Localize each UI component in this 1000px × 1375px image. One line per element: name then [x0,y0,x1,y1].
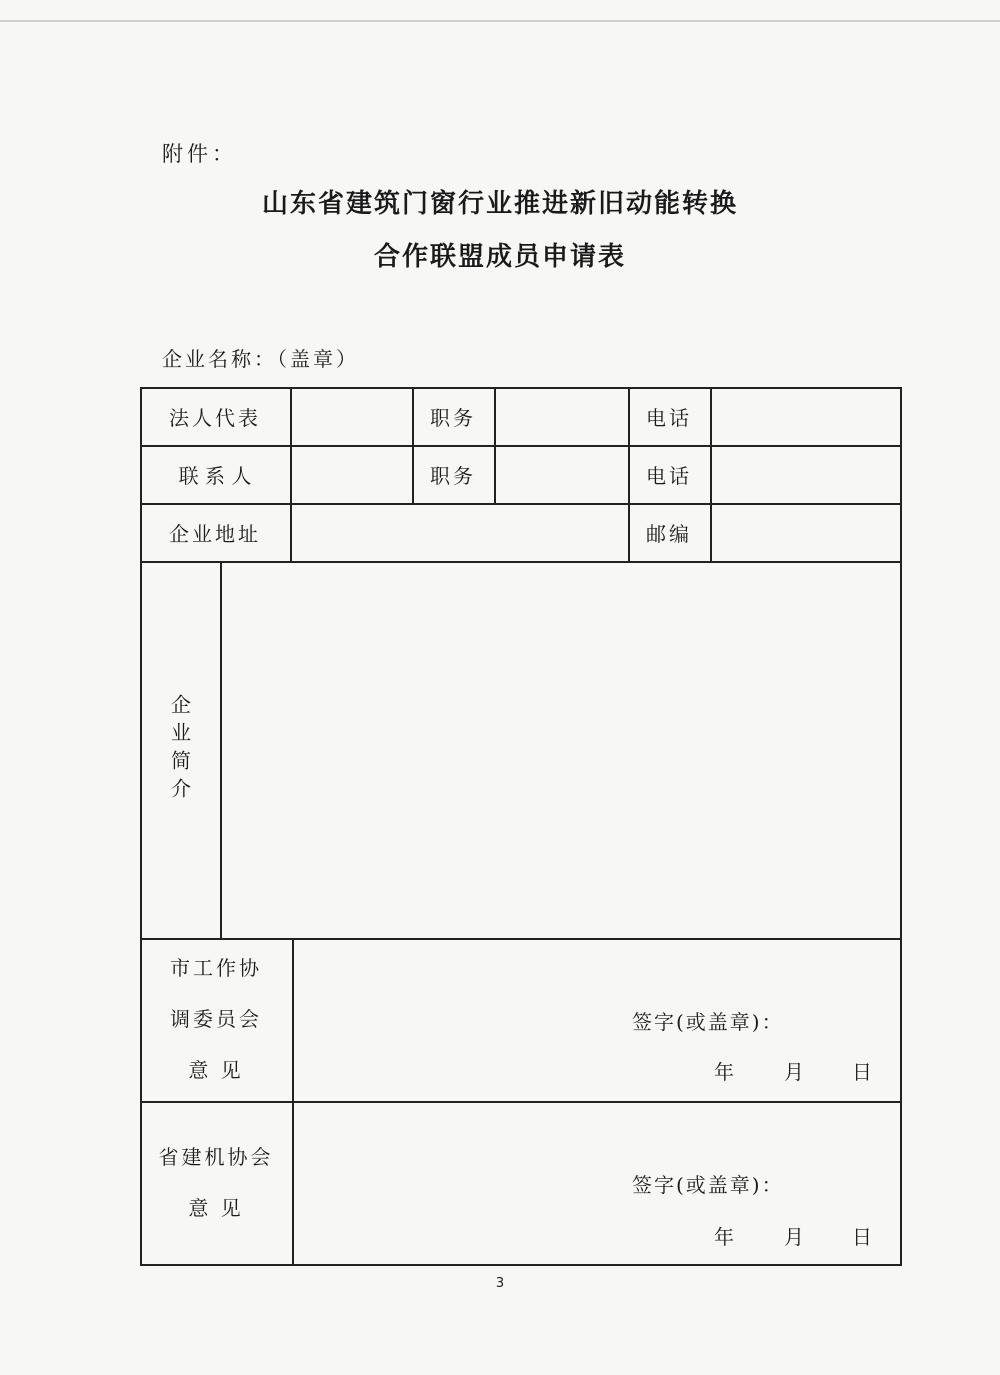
contact-person-label: 联 系 人 [178,463,252,488]
province-association-opinion-label [140,1101,292,1264]
form-title-line1: 山东省建筑门窗行业推进新旧动能转换 [261,189,738,219]
province-year-label: 年 [714,1225,734,1249]
contact-phone-field[interactable] [711,445,900,503]
province-opinion-label-line: 省建机协会 [158,1144,274,1169]
province-month-label: 月 [784,1225,804,1249]
contact-phone-label: 电话 [646,463,692,488]
company-intro-field[interactable] [222,563,900,938]
table-border-bottom [140,1264,902,1266]
legal-rep-position-field[interactable] [495,387,628,445]
attachment-label: 附件： [162,142,237,166]
legal-rep-phone-label: 电话 [646,405,692,430]
scan-edge-line [0,20,1000,22]
contact-position-label: 职务 [430,463,476,488]
city-opinion-label-line: 意 见 [188,1058,244,1082]
city-month-label: 月 [784,1060,804,1084]
company-address-field[interactable] [291,503,628,561]
province-opinion-label-line: 意 见 [188,1195,244,1220]
company-address-label: 企业地址 [169,521,261,546]
city-committee-opinion-label [140,938,292,1101]
city-date-line [714,1056,874,1082]
city-opinion-label-line: 市工作协 [170,956,262,980]
legal-rep-label: 法人代表 [169,405,261,430]
postcode-field[interactable] [711,503,900,561]
form-title-line2: 合作联盟成员申请表 [373,242,626,272]
company-name-label: 企业名称：（盖章） [162,347,359,371]
page-number: 3 [495,1276,505,1291]
application-form-table [140,387,902,1265]
city-signature-label: 签字(或盖章)： [632,1010,784,1034]
legal-rep-phone-field[interactable] [711,387,900,445]
province-signature-label: 签字(或盖章)： [632,1173,784,1197]
legal-rep-position-label: 职务 [430,405,476,430]
company-intro-label: 企业简介 [167,693,192,806]
city-opinion-label-line: 调委员会 [170,1007,262,1031]
city-day-label: 日 [852,1060,872,1084]
table-border-right [900,387,902,1265]
contact-person-field[interactable] [291,445,412,503]
province-date-line [714,1221,874,1247]
postcode-label: 邮编 [646,521,692,546]
legal-rep-field[interactable] [291,387,412,445]
city-year-label: 年 [714,1060,734,1084]
contact-position-field[interactable] [495,445,628,503]
province-day-label: 日 [852,1225,872,1249]
